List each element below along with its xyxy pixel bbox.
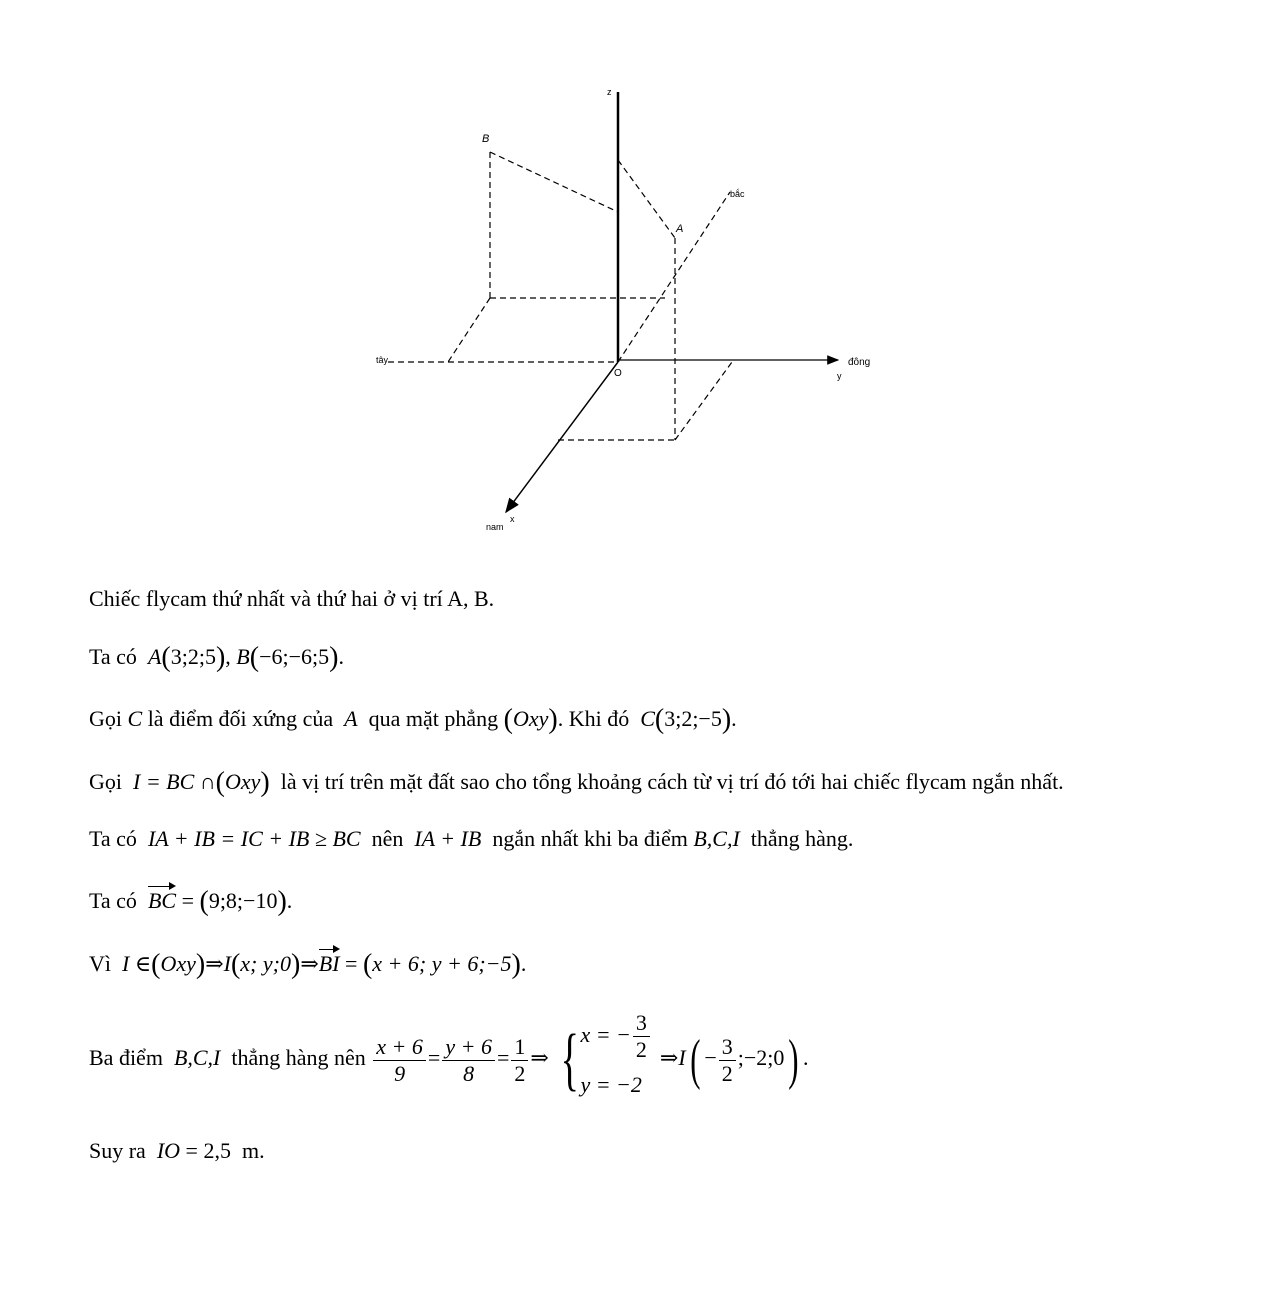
fraction-result <box>719 1034 736 1087</box>
label-x: x <box>510 514 515 524</box>
expr: IA + IB <box>414 826 482 851</box>
expr: I ∈ <box>122 951 152 976</box>
label-south: nam <box>486 522 504 532</box>
north-axis <box>618 192 730 362</box>
denominator: 2 <box>721 1060 733 1086</box>
prefix: Ta có <box>89 888 137 913</box>
text-line-7: Vì I ∈(Oxy)⇒I(x; y;0)⇒BI = (x + 6; y + 6;−5). <box>89 949 527 980</box>
implies: ⇒ <box>205 951 224 976</box>
i-coords: x; y;0 <box>240 951 291 976</box>
text-line-3: Gọi C là điểm đối xứng của A qua mặt phẳng (Oxy). Khi đó C(3;2;−5). <box>89 704 737 735</box>
b-coords: −6;−6;5 <box>259 644 330 669</box>
text: ngắn nhất khi ba điểm <box>492 826 688 851</box>
label-b: B <box>482 133 490 145</box>
numerator: x + 6 <box>373 1034 426 1061</box>
implies: ⇒ <box>300 951 319 976</box>
label-north: bắc <box>730 189 745 199</box>
value: = 2,5 <box>185 1138 231 1163</box>
text: thẳng hàng nên <box>231 1045 366 1071</box>
text: là điểm đối xứng của <box>147 706 334 731</box>
prefix: Vì <box>89 951 111 976</box>
point-i: I <box>223 951 231 976</box>
plane: Oxy <box>512 706 549 731</box>
b-top-line <box>490 152 618 212</box>
numerator: y + 6 <box>442 1034 495 1061</box>
point-c: C <box>127 706 143 731</box>
prefix: Suy ra <box>89 1138 146 1163</box>
x-eq: x = − <box>580 1022 631 1047</box>
fraction-half <box>511 1034 528 1087</box>
text: thẳng hàng. <box>750 826 854 851</box>
denominator: 2 <box>514 1060 526 1086</box>
text-line-8: Ba điểm B,C,I thẳng hàng nên $\frac{x + 6}{9}$ = $\frac{y + 6}{8}$ = $\frac{1}{2}$ ⇒ { x = − $\frac{3}{2}$ y = −2 ⇒I( − $\frac{3}{2}$ ;−2;0) . <box>89 1010 809 1110</box>
unit: m. <box>241 1138 265 1163</box>
point-b: B <box>236 644 250 669</box>
a-diag-line <box>675 362 732 440</box>
label-origin: O <box>614 368 622 379</box>
a-top-line <box>618 160 675 238</box>
point-a: A <box>344 706 358 731</box>
coordinate-diagram <box>360 80 900 540</box>
equation-system: { x = − $\frac{3}{2}$ y = −2 <box>553 1010 652 1110</box>
prefix: Ta có <box>89 826 137 851</box>
text: . Khi đó <box>557 706 630 731</box>
bi-coords: x + 6; y + 6;−5 <box>372 951 512 976</box>
prefix: Gọi <box>89 706 122 731</box>
vector-bi: BI <box>318 951 340 976</box>
x-axis <box>506 362 618 512</box>
text: nên <box>371 826 404 851</box>
expr: IA + IB = IC + IB ≥ BC <box>147 826 361 851</box>
plane: Oxy <box>225 769 261 794</box>
text: qua mặt phẳng <box>368 706 499 731</box>
numerator: 1 <box>511 1034 528 1061</box>
label-a: A <box>676 223 684 235</box>
plane: Oxy <box>160 951 196 976</box>
text-line-5 <box>89 826 853 852</box>
point-a: A <box>147 644 162 669</box>
text: là vị trí trên mặt đất sao cho tổng khoảng cách từ vị trí đó tới hai chiếc flycam ngắn nhất. <box>280 769 1064 794</box>
text-line-9 <box>89 1138 265 1164</box>
fraction-y <box>442 1034 495 1087</box>
text-line-4: Gọi I = BC ∩(Oxy) là vị trí trên mặt đất sao cho tổng khoảng cách từ vị trí đó tới hai chiếc flycam ngắn nhất. <box>89 767 1064 798</box>
numerator: 3 <box>633 1010 650 1037</box>
text-line-2: Ta có A(3;2;5), B(−6;−6;5). <box>89 642 344 673</box>
prefix: Gọi <box>89 769 122 794</box>
points: B,C,I <box>173 1045 221 1071</box>
prefix: Ta có <box>89 644 137 669</box>
label-z: z <box>607 87 612 97</box>
denominator: 2 <box>635 1037 647 1063</box>
prefix: Ba điểm <box>89 1045 163 1071</box>
denominator: 8 <box>463 1060 475 1086</box>
text-line-6: Ta có BC = (9;8;−10). <box>89 886 293 917</box>
system-row-x <box>580 1010 651 1063</box>
vector-bc: BC <box>147 888 177 913</box>
i-rest: ;−2;0 <box>737 1045 785 1071</box>
intro-text: Chiếc flycam thứ nhất và thứ hai ở vị trí A, B. <box>89 586 495 611</box>
denominator: 9 <box>394 1060 406 1086</box>
system-row-y: y = −2 <box>580 1072 642 1097</box>
point-i: I <box>678 1045 686 1071</box>
fraction-x <box>373 1034 426 1087</box>
expr: I = BC ∩ <box>133 769 216 794</box>
c-coords: 3;2;−5 <box>664 706 722 731</box>
points: B,C,I <box>693 826 740 851</box>
label-y: y <box>837 371 842 381</box>
numerator: 3 <box>719 1034 736 1061</box>
label-west: tây <box>376 355 389 365</box>
a-coords: 3;2;5 <box>170 644 216 669</box>
expr: IO <box>156 1138 181 1163</box>
label-east: đông <box>848 357 871 368</box>
bc-coords: 9;8;−10 <box>208 888 278 913</box>
b-diag-line <box>448 298 490 362</box>
point-c: C <box>640 706 655 731</box>
text-line-1 <box>89 586 494 612</box>
